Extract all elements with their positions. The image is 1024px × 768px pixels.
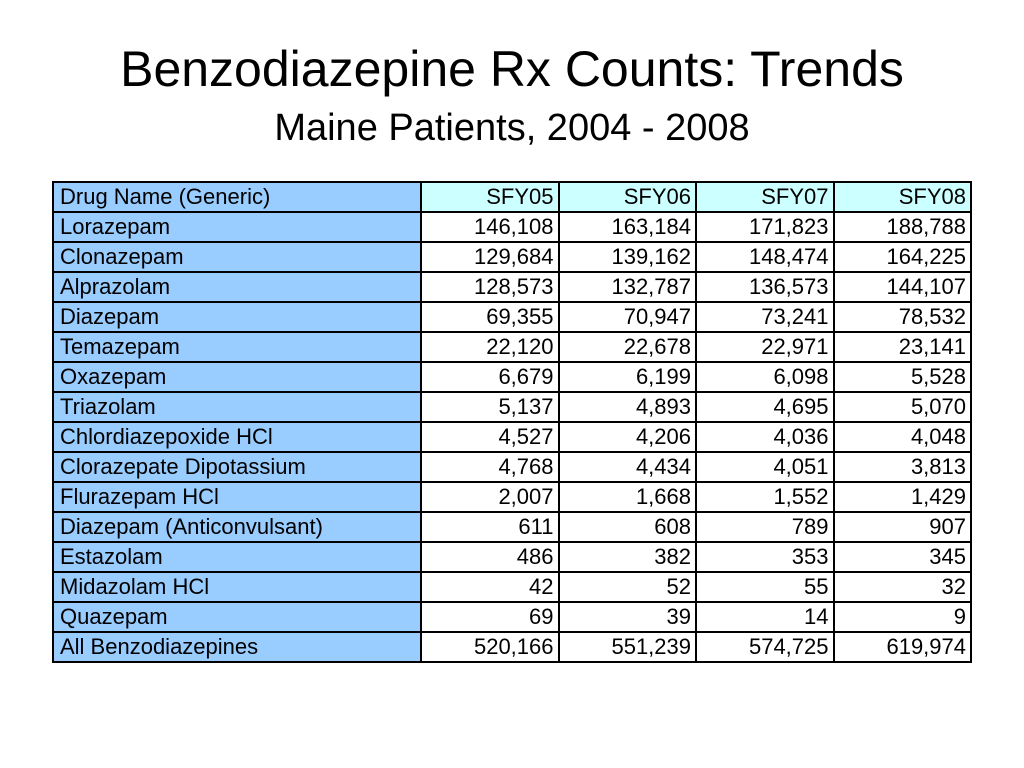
table-row	[53, 602, 971, 632]
rx-count-cell: 608	[559, 512, 697, 542]
rx-count-cell: 78,532	[834, 302, 972, 332]
table-row	[53, 332, 971, 362]
drug-name-cell: Oxazepam	[53, 362, 421, 392]
rx-count-cell: 22,120	[421, 332, 559, 362]
slide-subtitle: Maine Patients, 2004 - 2008	[274, 107, 750, 149]
rx-count-cell: 6,199	[559, 362, 697, 392]
drug-name-cell: Clonazepam	[53, 242, 421, 272]
rx-count-cell: 353	[696, 542, 834, 572]
rx-count-cell: 4,893	[559, 392, 697, 422]
rx-count-cell: 139,162	[559, 242, 697, 272]
rx-count-cell: 39	[559, 602, 697, 632]
column-header-sfy08: SFY08	[834, 182, 972, 212]
rx-count-cell: 42	[421, 572, 559, 602]
table-total-row	[53, 632, 971, 662]
rx-count-cell: 1,668	[559, 482, 697, 512]
rx-count-cell: 132,787	[559, 272, 697, 302]
drug-name-cell: All Benzodiazepines	[53, 632, 421, 662]
column-header-sfy07: SFY07	[696, 182, 834, 212]
drug-name-cell: Diazepam (Anticonvulsant)	[53, 512, 421, 542]
table-header-row	[53, 182, 971, 212]
rx-count-cell: 22,971	[696, 332, 834, 362]
table-row	[53, 482, 971, 512]
rx-count-cell: 520,166	[421, 632, 559, 662]
rx-count-cell: 611	[421, 512, 559, 542]
drug-name-cell: Diazepam	[53, 302, 421, 332]
rx-count-cell: 5,070	[834, 392, 972, 422]
table-row	[53, 422, 971, 452]
rx-count-cell: 129,684	[421, 242, 559, 272]
rx-count-cell: 52	[559, 572, 697, 602]
drug-name-cell: Midazolam HCl	[53, 572, 421, 602]
rx-count-cell: 4,206	[559, 422, 697, 452]
rx-count-cell: 6,098	[696, 362, 834, 392]
rx-count-cell: 164,225	[834, 242, 972, 272]
table-row	[53, 512, 971, 542]
rx-count-cell: 382	[559, 542, 697, 572]
rx-count-cell: 55	[696, 572, 834, 602]
rx-count-cell: 32	[834, 572, 972, 602]
rx-count-cell: 14	[696, 602, 834, 632]
drug-name-cell: Flurazepam HCl	[53, 482, 421, 512]
rx-count-cell: 69,355	[421, 302, 559, 332]
drug-name-cell: Clorazepate Dipotassium	[53, 452, 421, 482]
table-row	[53, 572, 971, 602]
rx-count-cell: 551,239	[559, 632, 697, 662]
rx-count-cell: 4,434	[559, 452, 697, 482]
column-header-sfy05: SFY05	[421, 182, 559, 212]
rx-count-cell: 4,036	[696, 422, 834, 452]
rx-count-cell: 4,695	[696, 392, 834, 422]
rx-count-cell: 5,528	[834, 362, 972, 392]
table-row	[53, 302, 971, 332]
rx-count-cell: 4,768	[421, 452, 559, 482]
column-header-drug-name: Drug Name (Generic)	[53, 182, 421, 212]
table-row	[53, 542, 971, 572]
rx-count-cell: 163,184	[559, 212, 697, 242]
table-row	[53, 452, 971, 482]
rx-count-cell: 5,137	[421, 392, 559, 422]
rx-count-cell: 789	[696, 512, 834, 542]
rx-count-cell: 146,108	[421, 212, 559, 242]
drug-name-cell: Quazepam	[53, 602, 421, 632]
rx-count-cell: 1,552	[696, 482, 834, 512]
drug-name-cell: Temazepam	[53, 332, 421, 362]
rx-count-cell: 4,048	[834, 422, 972, 452]
rx-count-cell: 128,573	[421, 272, 559, 302]
rx-count-cell: 70,947	[559, 302, 697, 332]
column-header-sfy06: SFY06	[559, 182, 697, 212]
rx-count-cell: 619,974	[834, 632, 972, 662]
slide-title: Benzodiazepine Rx Counts: Trends	[120, 41, 904, 97]
rx-count-cell: 171,823	[696, 212, 834, 242]
rx-count-cell: 486	[421, 542, 559, 572]
rx-count-cell: 136,573	[696, 272, 834, 302]
rx-count-cell: 2,007	[421, 482, 559, 512]
rx-count-cell: 22,678	[559, 332, 697, 362]
rx-count-cell: 4,527	[421, 422, 559, 452]
rx-count-cell: 907	[834, 512, 972, 542]
rx-count-cell: 1,429	[834, 482, 972, 512]
rx-count-cell: 3,813	[834, 452, 972, 482]
rx-count-cell: 69	[421, 602, 559, 632]
table-row	[53, 392, 971, 422]
drug-name-cell: Lorazepam	[53, 212, 421, 242]
rx-count-cell: 6,679	[421, 362, 559, 392]
drug-name-cell: Estazolam	[53, 542, 421, 572]
table-row	[53, 272, 971, 302]
drug-name-cell: Alprazolam	[53, 272, 421, 302]
rx-count-cell: 73,241	[696, 302, 834, 332]
table-row	[53, 362, 971, 392]
table-row	[53, 242, 971, 272]
rx-count-cell: 144,107	[834, 272, 972, 302]
rx-count-cell: 148,474	[696, 242, 834, 272]
drug-name-cell: Chlordiazepoxide HCl	[53, 422, 421, 452]
rx-count-cell: 4,051	[696, 452, 834, 482]
rx-count-cell: 188,788	[834, 212, 972, 242]
rx-count-cell: 345	[834, 542, 972, 572]
rx-count-cell: 23,141	[834, 332, 972, 362]
rx-count-cell: 574,725	[696, 632, 834, 662]
rx-counts-table	[52, 181, 972, 663]
table-row	[53, 212, 971, 242]
rx-count-cell: 9	[834, 602, 972, 632]
table-body	[53, 182, 971, 662]
drug-name-cell: Triazolam	[53, 392, 421, 422]
